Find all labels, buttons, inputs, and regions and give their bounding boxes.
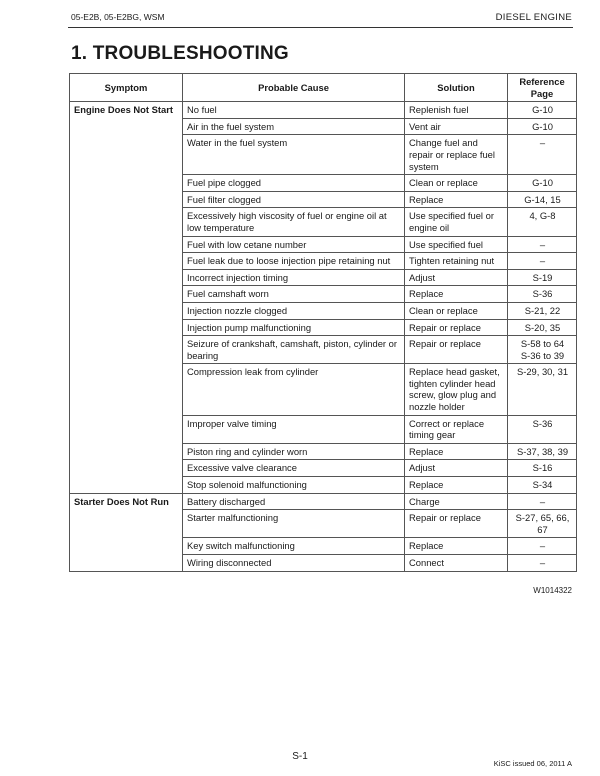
solution-cell: Repair or replace [405, 336, 508, 364]
reference-cell: S-34 [508, 477, 577, 494]
solution-cell: Repair or replace [405, 319, 508, 336]
solution-cell: Replace [405, 191, 508, 208]
cause-cell: Key switch malfunctioning [183, 538, 405, 555]
reference-cell: – [508, 135, 577, 175]
reference-cell: S-36 [508, 415, 577, 443]
solution-cell: Change fuel and repair or replace fuel system [405, 135, 508, 175]
table-row [70, 102, 577, 119]
solution-cell: Correct or replace timing gear [405, 415, 508, 443]
symptom-cell: Engine Does Not Start [70, 102, 183, 493]
cause-cell: Injection pump malfunctioning [183, 319, 405, 336]
solution-cell: Adjust [405, 269, 508, 286]
cause-cell: Incorrect injection timing [183, 269, 405, 286]
solution-cell: Clean or replace [405, 175, 508, 192]
solution-cell: Use specified fuel [405, 236, 508, 253]
page-title: 1. TROUBLESHOOTING [71, 43, 289, 64]
solution-cell: Replace [405, 477, 508, 494]
solution-cell: Replace head gasket, tighten cylinder head screw, glow plug and nozzle holder [405, 364, 508, 415]
cause-cell: Improper valve timing [183, 415, 405, 443]
document-code: W1014322 [533, 586, 572, 595]
solution-cell: Vent air [405, 118, 508, 135]
cause-cell: Piston ring and cylinder worn [183, 443, 405, 460]
cause-cell: Fuel leak due to loose injection pipe retaining nut [183, 253, 405, 270]
cause-cell: Fuel with low cetane number [183, 236, 405, 253]
cause-cell: Fuel filter clogged [183, 191, 405, 208]
cause-cell: Fuel pipe clogged [183, 175, 405, 192]
reference-cell: S-37, 38, 39 [508, 443, 577, 460]
reference-cell: S-29, 30, 31 [508, 364, 577, 415]
cause-cell: Seizure of crankshaft, camshaft, piston, cylinder or bearing [183, 336, 405, 364]
symptom-cell: Starter Does Not Run [70, 493, 183, 571]
issued-note: KiSC issued 06, 2011 A [493, 759, 572, 768]
solution-cell: Replace [405, 286, 508, 303]
cause-cell: Injection nozzle clogged [183, 302, 405, 319]
header-models: 05-E2B, 05-E2BG, WSM [71, 12, 165, 22]
table-header-row [70, 74, 577, 102]
reference-cell: S-58 to 64 S-36 to 39 [508, 336, 577, 364]
solution-cell: Use specified fuel or engine oil [405, 208, 508, 236]
table-body [70, 102, 577, 571]
reference-cell: S-36 [508, 286, 577, 303]
cause-cell: Air in the fuel system [183, 118, 405, 135]
header-symptom: Symptom [70, 74, 183, 102]
cause-cell: Water in the fuel system [183, 135, 405, 175]
cause-cell: Fuel camshaft worn [183, 286, 405, 303]
reference-cell: – [508, 493, 577, 510]
cause-cell: No fuel [183, 102, 405, 119]
solution-cell: Charge [405, 493, 508, 510]
solution-cell: Replenish fuel [405, 102, 508, 119]
solution-cell: Tighten retaining nut [405, 253, 508, 270]
cause-cell: Starter malfunctioning [183, 510, 405, 538]
solution-cell: Replace [405, 538, 508, 555]
cause-cell: Battery discharged [183, 493, 405, 510]
troubleshooting-table [69, 73, 577, 572]
table-row [70, 493, 577, 510]
solution-cell: Replace [405, 443, 508, 460]
cause-cell: Excessively high viscosity of fuel or engine oil at low temperature [183, 208, 405, 236]
reference-cell: – [508, 236, 577, 253]
header-reference-page: Reference Page [508, 74, 577, 102]
reference-cell: S-20, 35 [508, 319, 577, 336]
solution-cell: Connect [405, 555, 508, 572]
page-number: S-1 [292, 751, 308, 762]
reference-cell: G-10 [508, 175, 577, 192]
reference-cell: G-14, 15 [508, 191, 577, 208]
reference-cell: G-10 [508, 102, 577, 119]
reference-cell: S-21, 22 [508, 302, 577, 319]
header-rule [68, 27, 573, 28]
cause-cell: Excessive valve clearance [183, 460, 405, 477]
cause-cell: Wiring disconnected [183, 555, 405, 572]
reference-cell: 4, G-8 [508, 208, 577, 236]
reference-cell: – [508, 253, 577, 270]
reference-cell: S-19 [508, 269, 577, 286]
solution-cell: Repair or replace [405, 510, 508, 538]
header-section: DIESEL ENGINE [495, 12, 572, 23]
reference-cell: S-16 [508, 460, 577, 477]
cause-cell: Stop solenoid malfunctioning [183, 477, 405, 494]
solution-cell: Adjust [405, 460, 508, 477]
reference-cell: – [508, 555, 577, 572]
reference-cell: G-10 [508, 118, 577, 135]
solution-cell: Clean or replace [405, 302, 508, 319]
cause-cell: Compression leak from cylinder [183, 364, 405, 415]
header-probable-cause: Probable Cause [183, 74, 405, 102]
reference-cell: S-27, 65, 66, 67 [508, 510, 577, 538]
header-solution: Solution [405, 74, 508, 102]
reference-cell: – [508, 538, 577, 555]
